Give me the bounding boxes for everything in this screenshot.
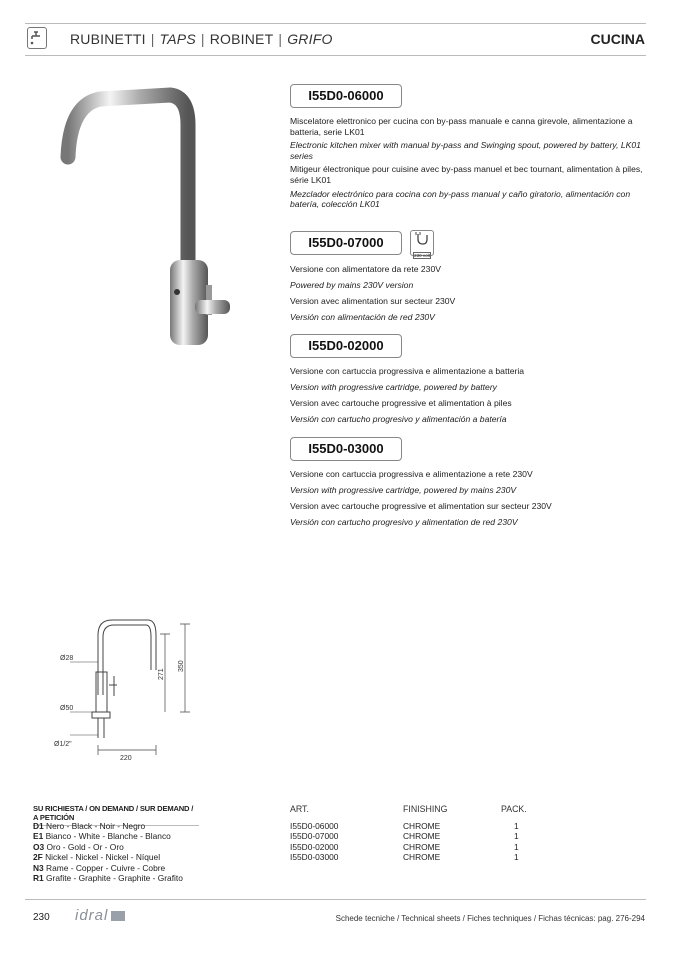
desc-it: Versione con cartuccia progressiva e alimentazione a rete 230V (290, 469, 533, 479)
col-header-pack: PACK. (501, 804, 527, 814)
idral-logo: idral (75, 907, 125, 924)
product-code: I55D0-02000 (290, 334, 402, 358)
footer-rule (25, 899, 646, 900)
section-label: CUCINA (590, 31, 645, 47)
col-header-art: ART. (290, 804, 309, 814)
desc-en: Powered by mains 230V version (290, 280, 414, 291)
on-demand-title: SU RICHIESTA / ON DEMAND / SUR DEMAND / A PETICIÓN (33, 804, 199, 826)
table-col-art (290, 821, 338, 863)
desc-it: Miscelatore elettronico per cucina con by-pass manuale e canna girevole, alimentazione a batteria, serie LK01 (290, 116, 633, 137)
table-col-finishing (403, 821, 440, 863)
desc-it: Versione con alimentatore da rete 230V (290, 264, 441, 274)
desc-es: Versión con cartucho progresivo y alimentation de red 230V (290, 517, 518, 528)
cell-art: I55D0-06000 (290, 821, 339, 831)
desc-en: Version with progressive cartridge, powered by mains 230V (290, 485, 517, 496)
technical-drawing (30, 610, 200, 765)
cell-pack: 1 (514, 841, 519, 852)
title-fr: ROBINET (209, 31, 274, 47)
dim-height-271: 271 (158, 668, 165, 680)
cell-finishing: CHROME (403, 831, 441, 842)
faucet-product-image (40, 85, 250, 360)
product-description (290, 116, 650, 213)
tap-icon (27, 27, 47, 49)
desc-es: Versión con cartucho progresivo y alimentación a batería (290, 414, 507, 425)
desc-fr: Version avec cartouche progressive et alimentation à piles (290, 398, 512, 409)
page-number: 230 (33, 912, 50, 923)
dim-diameter-half-inch: Ø1/2" (54, 741, 72, 748)
table-col-pack (514, 821, 519, 863)
product-code: I55D0-06000 (290, 84, 402, 108)
product-code: I55D0-03000 (290, 437, 402, 461)
cell-finishing: CHROME (403, 852, 441, 863)
desc-en: Electronic kitchen mixer with manual by-pass and Swinging spout, powered by battery, LK01 series (290, 140, 641, 161)
cell-pack: 1 (514, 852, 519, 863)
cell-pack: 1 (514, 821, 519, 831)
dim-diameter-28: Ø28 (60, 655, 74, 662)
product-description (290, 469, 650, 533)
finish-option: N3 Rame - Copper - Cuivre - Cobre (33, 862, 166, 873)
desc-en: Version with progressive cartridge, powered by battery (290, 382, 497, 393)
finish-option: E1 Bianco - White - Blanche - Blanco (33, 831, 171, 842)
cell-art: I55D0-03000 (290, 852, 339, 863)
finish-option: 2F Nickel - Nickel - Nickel - Níquel (33, 852, 161, 863)
title-es: GRIFO (287, 31, 333, 47)
cell-finishing: CHROME (403, 821, 441, 831)
dim-width-220: 220 (120, 755, 132, 762)
header-top-rule (25, 23, 646, 24)
technical-sheets-reference: Schede tecniche / Technical sheets / Fiches techniques / Fichas técnicas: pag. 276-294 (335, 914, 645, 923)
dim-height-350: 350 (178, 660, 185, 672)
finish-option: D1 Nero - Black - Noir - Negro (33, 821, 146, 831)
cell-art: I55D0-07000 (290, 831, 339, 842)
cell-art: I55D0-02000 (290, 841, 339, 852)
desc-fr: Mitigeur électronique pour cuisine avec by-pass manuel et bec tournant, alimentation à piles, série LK01 (290, 164, 643, 185)
dim-diameter-50: Ø50 (60, 705, 74, 712)
product-description (290, 366, 650, 430)
desc-es: Mezclador electrónico para cocina con by-pass manual y caño giratorio, alimentación con batería, colección LK01 (290, 188, 631, 210)
finish-option: R1 Grafite - Graphite - Graphite - Grafito (33, 873, 183, 884)
finish-option: O3 Oro - Gold - Or - Oro (33, 841, 124, 852)
voltage-badge: 230 volt (414, 253, 430, 258)
product-description (290, 264, 650, 328)
desc-es: Versión con alimentación de red 230V (290, 312, 435, 323)
header-title: RUBINETTI | TAPS | ROBINET | GRIFO (70, 31, 333, 47)
title-it: RUBINETTI (70, 31, 146, 47)
power-plug-icon (410, 230, 434, 256)
header-bottom-rule (25, 55, 646, 56)
product-code: I55D0-07000 (290, 231, 402, 255)
cell-finishing: CHROME (403, 841, 441, 852)
desc-fr: Version avec cartouche progressive et alimentation sur secteur 230V (290, 501, 552, 512)
desc-fr: Version avec alimentation sur secteur 230V (290, 296, 456, 307)
desc-it: Versione con cartuccia progressiva e alimentazione a batteria (290, 366, 525, 376)
title-en: TAPS (159, 31, 196, 47)
col-header-finishing: FINISHING (403, 804, 448, 814)
finish-options-list (33, 821, 183, 883)
cell-pack: 1 (514, 831, 519, 842)
